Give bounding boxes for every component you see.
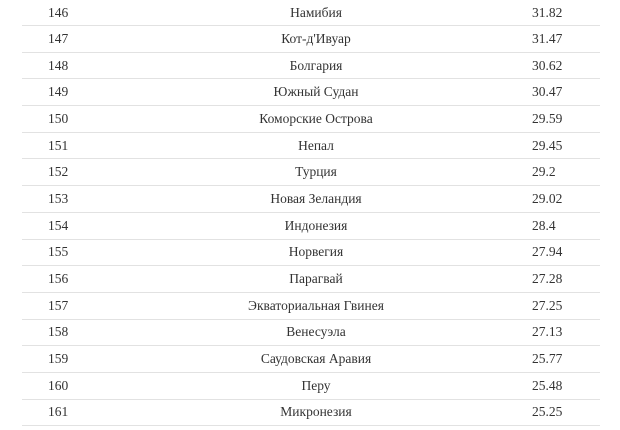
value-cell: 31.82 [532,4,563,20]
value-cell: 29.2 [532,164,556,180]
table-row [22,293,600,320]
value-cell: 29.45 [532,137,563,153]
rank-cell: 149 [48,84,69,100]
rank-cell: 157 [48,297,69,313]
rank-cell: 148 [48,57,69,73]
table-row [22,373,600,400]
country-cell: Новая Зеландия [270,190,362,206]
value-cell: 27.94 [532,244,563,260]
rank-cell: 151 [48,137,69,153]
rank-cell: 161 [48,404,69,420]
table-row [22,0,600,26]
country-cell: Непал [298,137,334,153]
table-row [22,320,600,347]
value-cell: 29.59 [532,110,563,126]
value-cell: 28.4 [532,217,556,233]
country-cell: Коморские Острова [259,110,373,126]
table-row [22,400,600,427]
value-cell: 27.13 [532,324,563,340]
country-cell: Южный Судан [273,84,359,100]
value-cell: 27.28 [532,271,563,287]
value-cell: 27.25 [532,297,563,313]
table-row [22,53,600,80]
table-row [22,213,600,240]
ranking-table [22,0,600,426]
rank-cell: 160 [48,377,69,393]
rank-cell: 150 [48,110,69,126]
value-cell: 30.62 [532,57,563,73]
value-cell: 29.02 [532,190,563,206]
rank-cell: 159 [48,351,69,367]
country-cell: Экваториальная Гвинея [248,297,384,313]
country-cell: Парагвай [289,271,343,287]
table-row [22,346,600,373]
rank-cell: 154 [48,217,69,233]
country-cell: Турция [295,164,337,180]
rank-cell: 158 [48,324,69,340]
rank-cell: 146 [48,4,69,20]
value-cell: 31.47 [532,30,563,46]
country-cell: Перу [301,377,331,393]
country-cell: Норвегия [288,244,344,260]
rank-cell: 152 [48,164,69,180]
table-row [22,186,600,213]
value-cell: 25.25 [532,404,563,420]
country-cell: Саудовская Аравия [260,351,372,367]
table-row [22,266,600,293]
country-cell: Микронезия [280,404,352,420]
country-cell: Намибия [290,4,342,20]
value-cell: 30.47 [532,84,563,100]
table-row [22,106,600,133]
table-row [22,159,600,186]
rank-cell: 153 [48,190,69,206]
value-cell: 25.48 [532,377,563,393]
country-cell: Венесуэла [286,324,346,340]
table-row [22,79,600,106]
table-row [22,26,600,53]
rank-cell: 155 [48,244,69,260]
country-cell: Кот-д'Ивуар [281,30,351,46]
table-row [22,240,600,267]
country-cell: Болгария [289,57,343,73]
value-cell: 25.77 [532,351,563,367]
rank-cell: 147 [48,30,69,46]
rank-cell: 156 [48,271,69,287]
country-cell: Индонезия [284,217,348,233]
table-row [22,133,600,160]
